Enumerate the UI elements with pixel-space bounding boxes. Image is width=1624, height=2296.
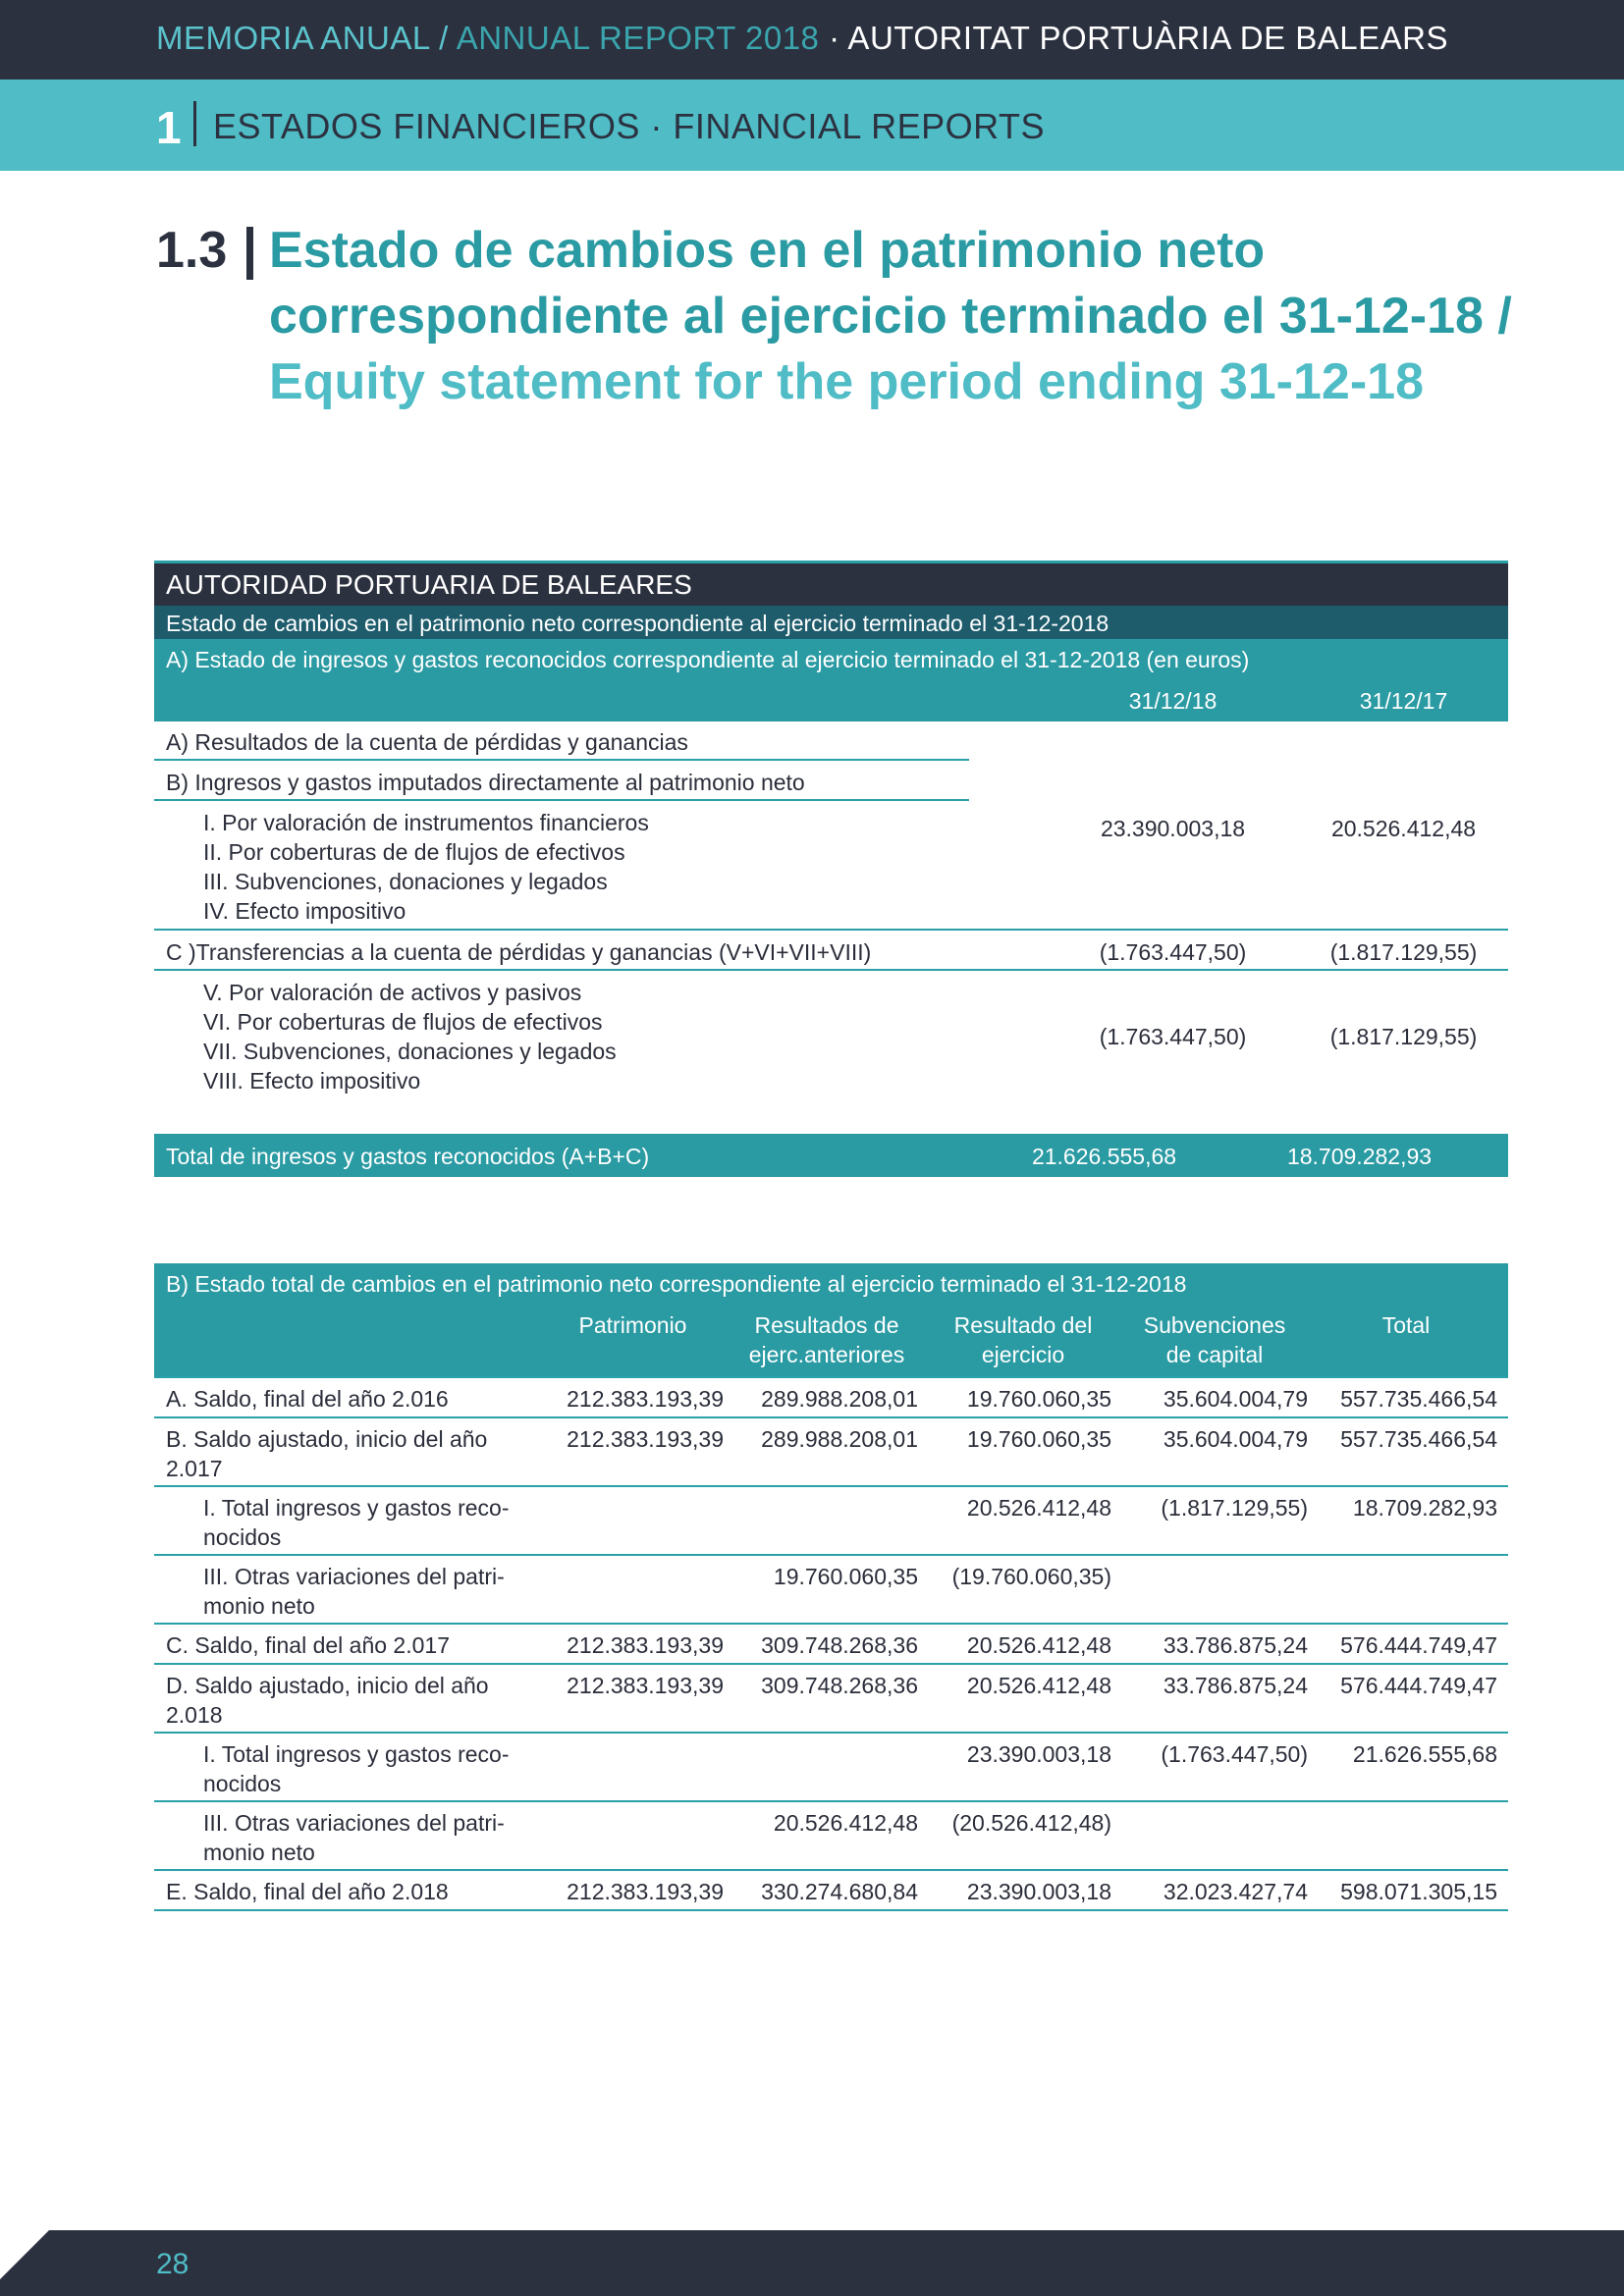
row-ab-value-2017: 20.526.412,48 bbox=[1330, 816, 1477, 841]
page-title-number: 1.3 bbox=[156, 222, 228, 279]
row-label: B. Saldo ajustado, inicio del año 2.017 bbox=[166, 1426, 488, 1481]
table-row bbox=[154, 1418, 1508, 1487]
row-c-items-value-2017: (1.817.129,55) bbox=[1329, 1024, 1478, 1049]
row-value: 23.390.003,18 bbox=[966, 1879, 1111, 1904]
row-value: 32.023.427,74 bbox=[1163, 1879, 1308, 1904]
row-b-item: II. Por coberturas de de flujos de efectivos bbox=[203, 839, 625, 865]
row-value: (19.760.060,35) bbox=[951, 1564, 1111, 1589]
row-value: 212.383.193,39 bbox=[567, 1879, 724, 1904]
row-label: E. Saldo, final del año 2.018 bbox=[166, 1879, 449, 1904]
table-section-header bbox=[154, 639, 1508, 721]
row-c-item: VIII. Efecto impositivo bbox=[203, 1068, 421, 1094]
section-bar bbox=[0, 80, 1624, 171]
row-value: 309.748.268,36 bbox=[761, 1673, 918, 1698]
table-row bbox=[154, 1802, 1508, 1871]
row-c-label: C )Transferencias a la cuenta de pérdidas y ganancias (V+VI+VII+VIII) bbox=[166, 939, 872, 965]
row-value: 20.526.412,48 bbox=[773, 1810, 918, 1836]
row-value: 19.760.060,35 bbox=[773, 1564, 918, 1589]
total-label: Total de ingresos y gastos reconocidos (A+B+C) bbox=[166, 1144, 650, 1169]
row-value: 33.786.875,24 bbox=[1163, 1673, 1308, 1698]
page-number: 28 bbox=[156, 2248, 189, 2280]
section-b-title: B) Estado total de cambios en el patrimonio neto correspondiente al ejercicio terminado el 31-12-2018 bbox=[166, 1271, 1187, 1297]
page-title-line-3: Equity statement for the period ending 31-12-18 bbox=[269, 353, 1424, 410]
total-value-2018: 21.626.555,68 bbox=[1031, 1144, 1177, 1169]
row-value: (20.526.412,48) bbox=[951, 1810, 1111, 1836]
table-row bbox=[154, 1625, 1508, 1665]
row-value: 289.988.208,01 bbox=[761, 1426, 918, 1452]
row-value: 212.383.193,39 bbox=[567, 1426, 724, 1452]
table-body bbox=[154, 721, 1508, 1134]
row-c-value-2018: (1.763.447,50) bbox=[1099, 939, 1247, 965]
row-value: 35.604.004,79 bbox=[1163, 1386, 1308, 1412]
row-value: 19.760.060,35 bbox=[966, 1426, 1111, 1452]
row-label: III. Otras variaciones del patri- monio neto bbox=[203, 1810, 505, 1865]
table-subtitle: Estado de cambios en el patrimonio neto correspondiente al ejercicio terminado el 31-12-2018 bbox=[154, 606, 1508, 639]
row-value: 330.274.680,84 bbox=[761, 1879, 918, 1904]
row-label: A. Saldo, final del año 2.016 bbox=[166, 1386, 449, 1412]
row-c-item: V. Por valoración de activos y pasivos bbox=[203, 980, 582, 1005]
row-c-items-value-2018: (1.763.447,50) bbox=[1099, 1024, 1247, 1049]
table-b-rows bbox=[154, 1376, 1508, 1911]
column-header-total: Total bbox=[1381, 1312, 1431, 1338]
row-value: (1.763.447,50) bbox=[1161, 1741, 1308, 1767]
row-value: 289.988.208,01 bbox=[761, 1386, 918, 1412]
row-value: 20.526.412,48 bbox=[966, 1632, 1111, 1658]
row-value: 18.709.282,93 bbox=[1352, 1495, 1497, 1521]
total-value-2017: 18.709.282,93 bbox=[1286, 1144, 1433, 1169]
table-title: AUTORIDAD PORTUARIA DE BALEARES bbox=[154, 563, 1508, 606]
row-value: 35.604.004,79 bbox=[1163, 1426, 1308, 1452]
table-row bbox=[154, 1487, 1508, 1556]
row-divider bbox=[154, 929, 1508, 931]
row-c-value-2017: (1.817.129,55) bbox=[1329, 939, 1478, 965]
row-value: 20.526.412,48 bbox=[966, 1495, 1111, 1521]
column-header-subvenciones: Subvenciones de capital bbox=[1143, 1312, 1286, 1367]
row-b-item: III. Subvenciones, donaciones y legados bbox=[203, 869, 608, 894]
footer-stripe-decoration bbox=[0, 2230, 49, 2296]
row-value: 576.444.749,47 bbox=[1340, 1673, 1497, 1698]
row-value: 20.526.412,48 bbox=[966, 1673, 1111, 1698]
row-value: 23.390.003,18 bbox=[966, 1741, 1111, 1767]
column-header-2017: 31/12/17 bbox=[1359, 688, 1448, 714]
table-b-header bbox=[154, 1263, 1508, 1376]
income-expense-table bbox=[154, 561, 1508, 1177]
row-label: III. Otras variaciones del patri- monio neto bbox=[203, 1564, 505, 1619]
row-c-item: VII. Subvenciones, donaciones y legados bbox=[203, 1039, 617, 1064]
column-header-resultados-anteriores: Resultados de ejerc.anteriores bbox=[748, 1312, 905, 1367]
row-value: 212.383.193,39 bbox=[567, 1386, 724, 1412]
page-title-divider bbox=[246, 227, 253, 280]
row-value: 576.444.749,47 bbox=[1340, 1632, 1497, 1658]
table-row bbox=[154, 1665, 1508, 1734]
row-value: 212.383.193,39 bbox=[567, 1632, 724, 1658]
row-value: 309.748.268,36 bbox=[761, 1632, 918, 1658]
section-a-title: A) Estado de ingresos y gastos reconocidos correspondiente al ejercicio terminado el 31-12-2018 (en euros) bbox=[166, 647, 1250, 672]
page-title-line-2: correspondiente al ejercicio terminado el 31-12-18 / bbox=[269, 288, 1512, 345]
section-label: ESTADOS FINANCIEROS · FINANCIAL REPORTS bbox=[213, 106, 1045, 146]
header-authority: · AUTORITAT PORTUÀRIA DE BALEARS bbox=[819, 20, 1449, 56]
row-b-label: B) Ingresos y gastos imputados directamente al patrimonio neto bbox=[166, 770, 805, 795]
report-header-title bbox=[156, 20, 1448, 57]
row-b-item: I. Por valoración de instrumentos financieros bbox=[203, 810, 649, 835]
row-divider bbox=[154, 969, 1508, 971]
column-header-2018: 31/12/18 bbox=[1128, 688, 1218, 714]
table-row bbox=[154, 1734, 1508, 1802]
row-ab-value-2018: 23.390.003,18 bbox=[1100, 816, 1246, 841]
row-value: 598.071.305,15 bbox=[1340, 1879, 1497, 1904]
row-label: C. Saldo, final del año 2.017 bbox=[166, 1632, 450, 1658]
table-row bbox=[154, 1378, 1508, 1418]
row-value: 557.735.466,54 bbox=[1340, 1386, 1497, 1412]
total-row bbox=[154, 1134, 1508, 1177]
row-b-item: IV. Efecto impositivo bbox=[203, 898, 406, 924]
row-value: 21.626.555,68 bbox=[1352, 1741, 1497, 1767]
section-number: 1 bbox=[156, 102, 182, 153]
row-value: 557.735.466,54 bbox=[1340, 1426, 1497, 1452]
equity-changes-table bbox=[154, 1263, 1508, 1911]
row-divider bbox=[154, 799, 969, 801]
header-memoria: MEMORIA ANUAL / bbox=[156, 20, 457, 56]
header-annual-report: ANNUAL REPORT 2018 bbox=[456, 20, 820, 56]
column-header-resultado-ejercicio: Resultado del ejercicio bbox=[953, 1312, 1093, 1367]
column-header-patrimonio: Patrimonio bbox=[578, 1312, 687, 1338]
row-value: 212.383.193,39 bbox=[567, 1673, 724, 1698]
row-a-label: A) Resultados de la cuenta de pérdidas y ganancias bbox=[166, 729, 688, 755]
table-row bbox=[154, 1871, 1508, 1911]
page-title-line-1: Estado de cambios en el patrimonio neto bbox=[269, 222, 1266, 279]
table-row bbox=[154, 1556, 1508, 1625]
row-value: (1.817.129,55) bbox=[1161, 1495, 1308, 1521]
row-value: 19.760.060,35 bbox=[966, 1386, 1111, 1412]
page-footer bbox=[0, 2230, 1624, 2296]
row-label: D. Saldo ajustado, inicio del año 2.018 bbox=[166, 1673, 489, 1728]
row-divider bbox=[154, 759, 969, 761]
section-divider bbox=[193, 101, 196, 146]
report-header-bar bbox=[0, 0, 1624, 80]
row-c-item: VI. Por coberturas de flujos de efectivos bbox=[203, 1009, 603, 1035]
row-label: I. Total ingresos y gastos reco- nocidos bbox=[203, 1741, 510, 1796]
row-value: 33.786.875,24 bbox=[1163, 1632, 1308, 1658]
row-label: I. Total ingresos y gastos reco- nocidos bbox=[203, 1495, 510, 1550]
